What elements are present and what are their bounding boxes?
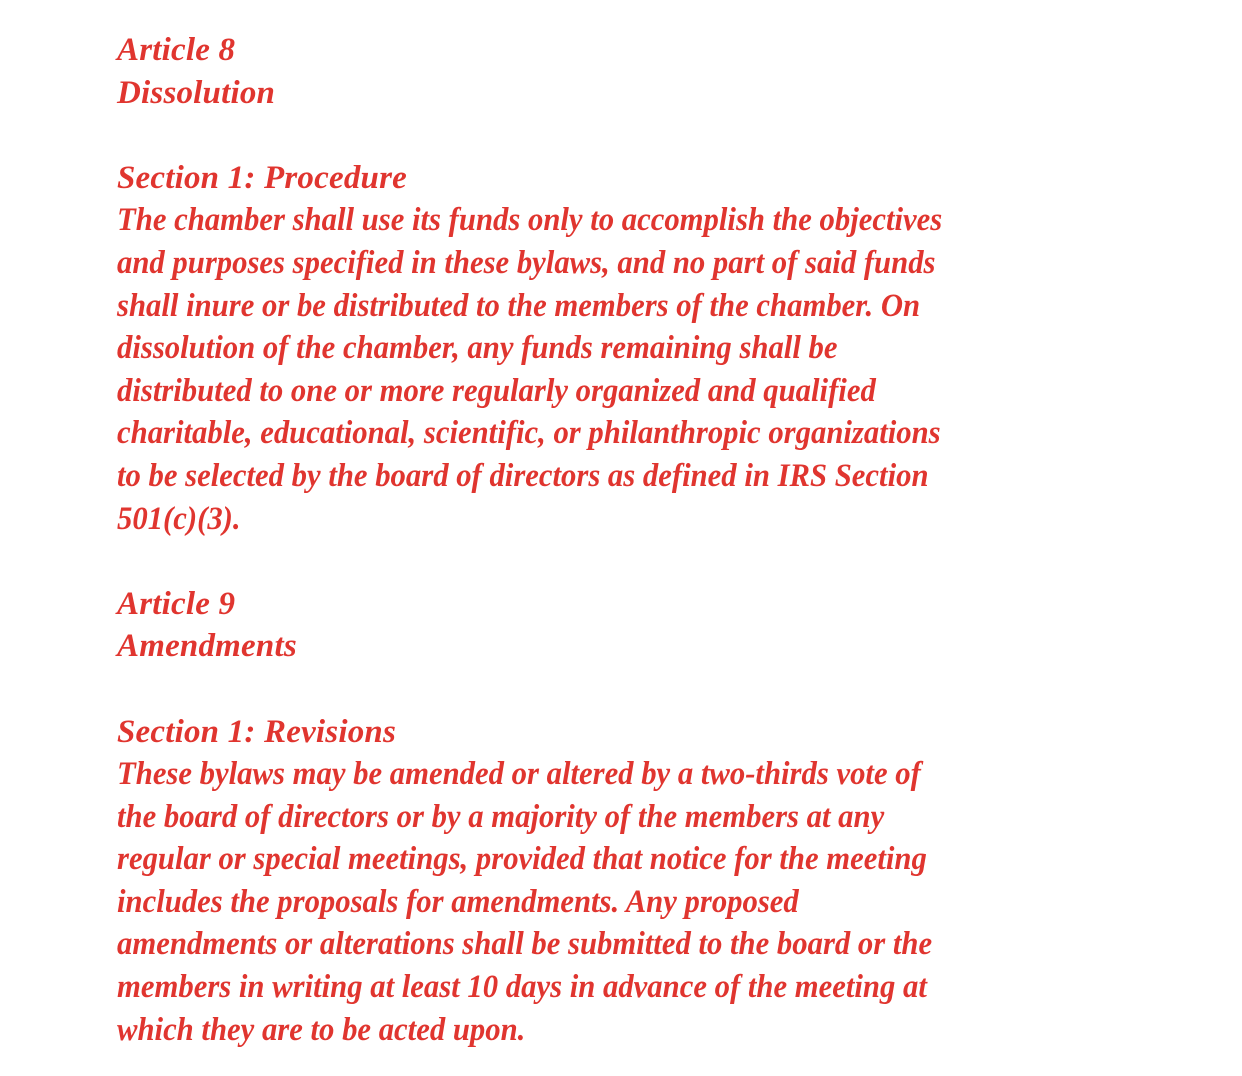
article-8-section-1-heading: Section 1: Procedure [117,159,407,196]
article-9-section-1-body [117,753,1127,1051]
spacer [117,668,1127,711]
article-8-section-1-body [117,199,1127,540]
bylaws-document [117,29,1127,1051]
paragraph-line: 501(c)(3). [117,500,241,537]
paragraph-line: to be selected by the board of directors as defined in IRS Section [117,457,929,494]
paragraph-line: charitable, educational, scientific, or philanthropic organizations [117,415,941,452]
paragraph-line: which they are to be acted upon. [117,1011,526,1048]
paragraph-line: the board of directors or by a majority of the members at any [117,798,885,835]
paragraph-line: amendments or alterations shall be submitted to the board or the [117,926,933,963]
article-9-title: Amendments [117,628,297,665]
spacer [117,114,1127,157]
paragraph-line: includes the proposals for amendments. Any proposed [117,883,799,920]
spacer [117,540,1127,583]
paragraph-line: These bylaws may be amended or altered by a two-thirds vote of [117,756,921,793]
paragraph-line: shall inure or be distributed to the members of the chamber. On [117,287,921,324]
paragraph-line: members in writing at least 10 days in advance of the meeting at [117,969,927,1006]
paragraph-line: dissolution of the chamber, any funds remaining shall be [117,330,838,367]
article-8 [117,29,1127,540]
article-9 [117,583,1127,1052]
paragraph-line: distributed to one or more regularly organized and qualified [117,372,876,409]
article-9-number: Article 9 [117,585,236,622]
article-8-number: Article 8 [117,32,236,68]
article-9-section-1-heading: Section 1: Revisions [117,713,397,750]
paragraph-line: regular or special meetings, provided that notice for the meeting [117,841,927,878]
paragraph-line: and purposes specified in these bylaws, and no part of said funds [117,244,936,281]
article-8-title: Dissolution [117,74,276,111]
paragraph-line: The chamber shall use its funds only to accomplish the objectives [117,202,943,239]
